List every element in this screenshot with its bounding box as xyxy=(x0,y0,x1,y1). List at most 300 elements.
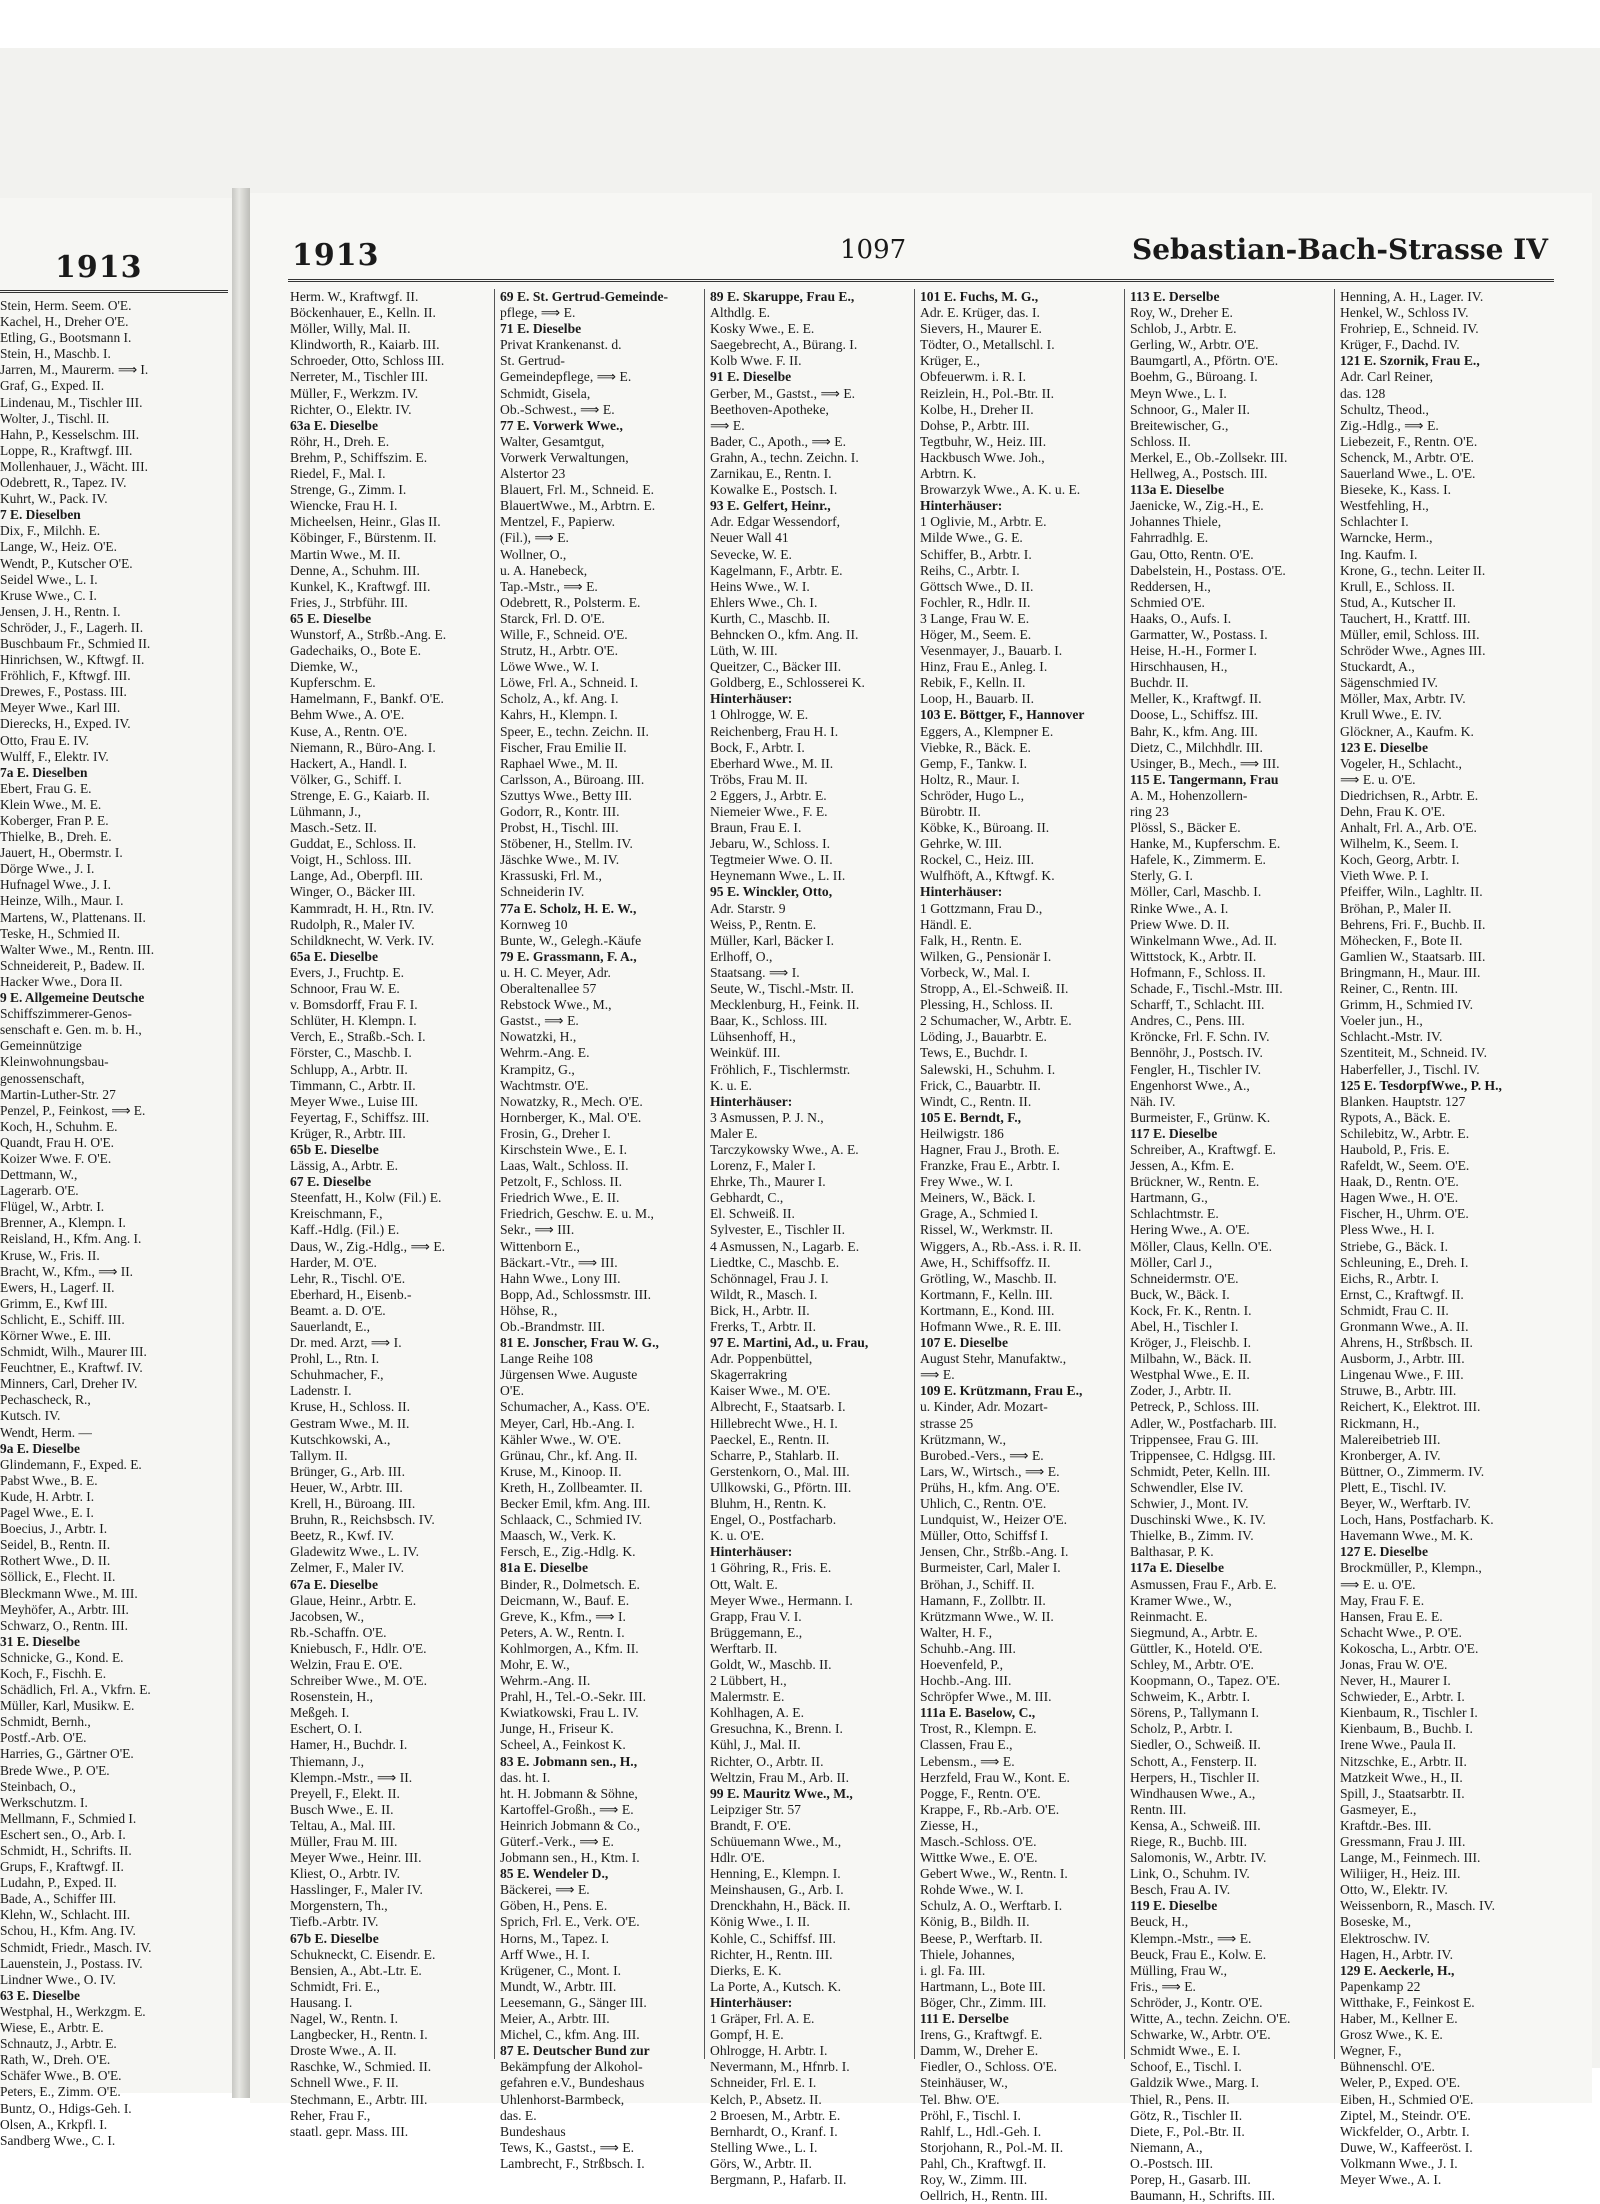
directory-entry: Rinke Wwe., A. I. xyxy=(1130,900,1229,916)
directory-entry: Nevermann, M., Hfnrb. I. xyxy=(710,2059,850,2075)
directory-entry: Etling, G., Bootsmann I. xyxy=(0,330,132,346)
directory-entry: Seute, W., Tischl.-Mstr. II. xyxy=(710,981,854,997)
directory-entry: Martin-Luther-Str. 27 xyxy=(0,1086,116,1102)
directory-entry: Meßgeh. I. xyxy=(290,1705,350,1721)
directory-entry: Bick, H., Arbtr. II. xyxy=(710,1302,810,1318)
directory-entry: Hartmann, L., Bote III. xyxy=(920,1978,1046,1994)
directory-entry: Gastst., ⟹ E. xyxy=(500,1013,579,1029)
directory-entry: Schlaack, C., Schmied IV. xyxy=(500,1512,643,1528)
directory-entry: Reddersen, H., xyxy=(1130,578,1211,594)
directory-entry: Hackbusch Wwe. Joh., xyxy=(920,449,1045,465)
directory-entry: Lehr, R., Tischl. O'E. xyxy=(290,1270,406,1286)
directory-entry: Hinterhäuser: xyxy=(710,1994,793,2010)
directory-column-3 xyxy=(710,289,908,2187)
directory-entry: La Porte, A., Kutsch. K. xyxy=(710,1978,842,1994)
directory-entry: Welzin, Frau E. O'E. xyxy=(290,1656,403,1672)
directory-entry: Wille, F., Schneid. O'E. xyxy=(500,626,628,642)
directory-entry: Schmidt, Peter, Kelln. III. xyxy=(1130,1463,1271,1479)
directory-entry: Schmidt Wwe., E. I. xyxy=(1130,2043,1241,2059)
directory-entry: Bruhn, R., Reichsbsch. IV. xyxy=(290,1512,435,1528)
directory-entry: Schmidt, Fri. E., xyxy=(290,1978,380,1994)
directory-entry: Möller, Willy, Mal. II. xyxy=(290,321,411,337)
directory-entry: Krone, G., techn. Leiter II. xyxy=(1340,562,1486,578)
directory-entry: Söllick, E., Flecht. II. xyxy=(0,1569,116,1585)
directory-entry: Klindworth, R., Kaiarb. III. xyxy=(290,337,440,353)
directory-entry: Milbahn, W., Bäck. II. xyxy=(1130,1351,1252,1367)
directory-entry: Koopmann, O., Tapez. O'E. xyxy=(1130,1673,1280,1689)
directory-entry: Zig.-Hdlg., ⟹ E. xyxy=(1340,417,1439,433)
directory-entry: Kuse, A., Rentn. O'E. xyxy=(290,723,408,739)
directory-entry: Roy, W., Zimm. III. xyxy=(920,2171,1028,2187)
directory-entry: Richter, O., Arbtr. II. xyxy=(710,1753,824,1769)
directory-entry: Hufnagel Wwe., J. I. xyxy=(0,877,111,893)
directory-entry: Schlachter I. xyxy=(1340,514,1409,530)
directory-entry: Schlicht, E., Schiff. III. xyxy=(0,1311,125,1327)
directory-entry: Hagen, H., Arbtr. IV. xyxy=(1340,1946,1454,1962)
directory-entry: Thielke, B., Dreh. E. xyxy=(0,829,112,845)
directory-entry: Queitzer, C., Bäcker III. xyxy=(710,659,842,675)
directory-entry: Heise, H.-H., Former I. xyxy=(1130,643,1257,659)
directory-entry: Diedrichsen, R., Arbtr. E. xyxy=(1340,787,1479,803)
directory-entry: 127 E. Dieselbe xyxy=(1340,1544,1428,1560)
directory-entry: Eschert, O. I. xyxy=(290,1721,363,1737)
directory-entry: Masch.-Schloss. O'E. xyxy=(920,1834,1037,1849)
directory-entry: Bürobtr. II. xyxy=(920,804,981,819)
directory-entry: Alstertor 23 xyxy=(500,466,566,482)
directory-entry: 77a E. Scholz, H. E. W., xyxy=(500,900,637,916)
directory-entry: Guddat, E., Schloss. II. xyxy=(290,836,417,852)
directory-entry: Henkel, W., Schloss IV. xyxy=(1340,305,1469,321)
directory-entry: Sylvester, E., Tischler II. xyxy=(710,1222,846,1238)
directory-entry: Müller, Karl, Musikw. E. xyxy=(0,1698,135,1714)
directory-entry: Tap.-Mstr., ⟹ E. xyxy=(500,578,598,594)
directory-entry: Pabst Wwe., B. E. xyxy=(0,1472,98,1488)
directory-entry: Vogeler, H., Schlacht., xyxy=(1340,755,1462,771)
directory-entry: Ullkowski, G., Pförtn. III. xyxy=(710,1479,852,1495)
directory-entry: Michel, C., kfm. Ang. III. xyxy=(500,2027,640,2043)
directory-entry: Doose, L., Schiffsz. III. xyxy=(1130,707,1259,723)
directory-entry: Meiners, W., Bäck. I. xyxy=(920,1190,1036,1206)
directory-entry: Wittstock, K., Arbtr. II. xyxy=(1130,948,1257,964)
directory-entry: Gressmann, Frau J. III. xyxy=(1340,1834,1466,1849)
directory-entry: Otto, Frau E. IV. xyxy=(0,732,90,748)
directory-entry: Bleckmann Wwe., M. III. xyxy=(0,1585,138,1601)
directory-entry: Beethoven-Apotheke, xyxy=(710,401,829,417)
directory-entry: Ausborm, J., Arbtr. III. xyxy=(1340,1351,1465,1367)
directory-entry: Trippensee, Frau G. III. xyxy=(1130,1431,1259,1447)
directory-entry: Kraftdr.-Bes. III. xyxy=(1340,1817,1432,1833)
directory-entry: Schnicke, G., Kond. E. xyxy=(0,1649,124,1665)
directory-entry: Bock, F., Arbtr. I. xyxy=(710,739,805,755)
directory-entry: Raphael Wwe., M. II. xyxy=(500,755,618,771)
directory-entry: Ehlers Wwe., Ch. I. xyxy=(710,594,818,610)
directory-entry: El. Schweiß. II. xyxy=(710,1206,795,1222)
directory-entry: Klempn.-Mstr., ⟹ II. xyxy=(290,1769,413,1785)
left-header-rule xyxy=(0,290,228,293)
directory-entry: Krull, E., Schloss. II. xyxy=(1340,578,1455,594)
directory-entry: Meyer Wwe., Heinr. III. xyxy=(290,1850,422,1866)
directory-entry: Bundeshaus xyxy=(500,2123,566,2139)
directory-entry: Schwarz, O., Rentn. III. xyxy=(0,1617,128,1633)
directory-entry: Klein Wwe., M. E. xyxy=(0,796,102,812)
directory-entry: Büttner, O., Zimmerm. IV. xyxy=(1340,1463,1485,1479)
directory-entry: Kreth, H., Zollbeamter. II. xyxy=(500,1479,643,1495)
directory-entry: Kagelmann, F., Arbtr. E. xyxy=(710,562,843,578)
directory-entry: Seidel, B., Rentn. II. xyxy=(0,1537,111,1553)
directory-entry: Bühnenschl. O'E. xyxy=(1340,2059,1435,2075)
directory-entry: Lauenstein, J., Postass. IV. xyxy=(0,1955,143,1971)
directory-entry: Frohriep, E., Schneid. IV. xyxy=(1340,321,1479,337)
directory-entry: Lühmann, J., xyxy=(290,804,361,819)
directory-entry: Volkmann Wwe., J. I. xyxy=(1340,2155,1458,2171)
directory-entry: Walter Wwe., M., Rentn. III. xyxy=(0,941,155,957)
directory-entry: 113a E. Dieselbe xyxy=(1130,482,1225,498)
directory-entry: Brehm, P., Schiffszim. E. xyxy=(290,449,428,465)
directory-entry: Stöbener, H., Stellm. IV. xyxy=(500,836,633,852)
directory-entry: Gestram Wwe., M. II. xyxy=(290,1415,410,1431)
directory-entry: Krampitz, G., xyxy=(500,1061,575,1077)
directory-entry: Never, H., Maurer I. xyxy=(1340,1673,1451,1689)
directory-entry: Hahn Wwe., Lony III. xyxy=(500,1270,621,1286)
directory-entry: 81 E. Jonscher, Frau W. G., xyxy=(500,1335,659,1351)
directory-entry: Leesemann, G., Sänger III. xyxy=(500,1994,647,2010)
directory-entry: Lange Reihe 108 xyxy=(500,1351,593,1367)
directory-entry: Prühs, H., kfm. Ang. O'E. xyxy=(920,1479,1060,1495)
directory-entry: Möhecken, F., Bote II. xyxy=(1340,932,1463,948)
directory-entry: Harries, G., Gärtner O'E. xyxy=(0,1746,134,1762)
directory-entry: Adr. Carl Reiner, xyxy=(1340,369,1434,385)
directory-entry: Schlacht.-Mstr. IV. xyxy=(1340,1029,1443,1045)
directory-entry: Schweim, K., Arbtr. I. xyxy=(1130,1689,1251,1705)
directory-entry: Petreck, P., Schloss. III. xyxy=(1130,1399,1260,1415)
directory-entry: Steinhäuser, W., xyxy=(920,2075,1008,2091)
directory-entry: Kuhrt, W., Pack. IV. xyxy=(0,491,108,507)
directory-entry: 97 E. Martini, Ad., u. Frau, xyxy=(710,1335,869,1351)
directory-entry: staatl. gepr. Mass. III. xyxy=(290,2123,409,2139)
directory-entry: Gerling, W., Arbtr. O'E. xyxy=(1130,337,1259,353)
directory-entry: gefahren e.V., Bundeshaus xyxy=(500,2075,645,2091)
directory-entry: Sievers, H., Maurer E. xyxy=(920,321,1042,337)
directory-entry: Kelch, P., Absetz. II. xyxy=(710,2091,822,2107)
directory-entry: Eschert sen., O., Arb. I. xyxy=(0,1826,126,1842)
directory-entry: Meyer Wwe., Luise III. xyxy=(290,1093,419,1109)
directory-entry: Plessing, H., Schloss. II. xyxy=(920,997,1053,1013)
directory-entry: Damm, W., Dreher E. xyxy=(920,2043,1039,2059)
directory-entry: Privat Krankenanst. d. xyxy=(500,337,622,353)
directory-entry: Ladenstr. I. xyxy=(290,1383,352,1399)
directory-entry: Penzel, P., Feinkost, ⟹ E. xyxy=(0,1102,146,1118)
directory-entry: Garmatter, W., Postass. I. xyxy=(1130,626,1268,642)
directory-entry: Balthasar, P. K. xyxy=(1130,1544,1214,1560)
directory-entry: Weissenborn, R., Masch. IV. xyxy=(1340,1898,1495,1914)
directory-entry: 71 E. Dieselbe xyxy=(500,321,582,337)
directory-entry: Ernst, C., Kraftwgf. II. xyxy=(1340,1286,1464,1302)
directory-entry: Martin Wwe., M. II. xyxy=(290,546,401,562)
directory-entry: Hafele, K., Zimmerm. E. xyxy=(1130,852,1266,868)
directory-entry: Grage, A., Schmied I. xyxy=(920,1206,1039,1222)
directory-entry: Schnoor, G., Maler II. xyxy=(1130,401,1250,417)
directory-entry: König, B., Bildh. II. xyxy=(920,1914,1030,1930)
directory-entry: Brüggemann, E., xyxy=(710,1624,803,1640)
directory-entry: Schwier, J., Mont. IV. xyxy=(1130,1496,1249,1512)
directory-entry: Werftarb. II. xyxy=(710,1640,778,1656)
directory-entry: Winkelmann Wwe., Ad. II. xyxy=(1130,932,1277,948)
directory-entry: Breitewischer, G., xyxy=(1130,417,1229,433)
directory-entry: Raschke, W., Schmied. II. xyxy=(290,2059,432,2075)
directory-entry: Krüger, F., Dachd. IV. xyxy=(1340,337,1460,353)
directory-entry: Reizlein, H., Pol.-Btr. II. xyxy=(920,385,1055,401)
directory-entry: das. ht. I. xyxy=(500,1769,551,1785)
directory-entry: Müller, Otto, Schiffsf I. xyxy=(920,1528,1049,1544)
directory-entry: Odebrett, R., Polsterm. E. xyxy=(500,594,641,610)
directory-entry: Böckenhauer, E., Kelln. II. xyxy=(290,305,436,321)
directory-entry: Maler E. xyxy=(710,1125,758,1141)
directory-entry: Schröder, J., F., Lagerh. II. xyxy=(0,619,144,635)
directory-entry: 117 E. Dieselbe xyxy=(1130,1125,1218,1141)
directory-entry: Eiben, H., Schmied O'E. xyxy=(1340,2091,1474,2107)
directory-entry: Schleuning, E., Dreh. I. xyxy=(1340,1254,1469,1270)
directory-entry: Classen, Frau E., xyxy=(920,1737,1013,1753)
directory-entry: Tews, K., Gastst., ⟹ E. xyxy=(500,2139,635,2155)
directory-entry: 95 E. Winckler, Otto, xyxy=(710,884,833,900)
directory-entry: Reiner, C., Rentn. III. xyxy=(1340,981,1458,997)
directory-entry: Hofmann, F., Schloss. II. xyxy=(1130,964,1266,980)
directory-entry: Pogge, F., Rentn. O'E. xyxy=(920,1785,1041,1801)
directory-entry: Obfeuerwm. i. R. I. xyxy=(920,369,1027,385)
directory-entry: Gau, Otto, Rentn. O'E. xyxy=(1130,546,1254,562)
directory-entry: Jaenicke, W., Zig.-H., E. xyxy=(1130,498,1264,514)
directory-entry: Storjohann, R., Pol.-M. II. xyxy=(920,2139,1064,2155)
directory-entry: Gamlien W., Staatsarb. III. xyxy=(1340,948,1486,964)
directory-entry: 1 Göhring, R., Fris. E. xyxy=(710,1560,832,1576)
directory-entry: Müller, F., Werkzm. IV. xyxy=(290,385,419,401)
directory-entry: Denne, A., Schuhm. III. xyxy=(290,562,420,578)
directory-entry: Ing. Kaufm. I. xyxy=(1340,546,1418,562)
directory-entry: Stud, A., Kutscher II. xyxy=(1340,594,1456,610)
directory-entry: Reihs, C., Arbtr. I. xyxy=(920,562,1020,578)
directory-entry: Bader, C., Apoth., ⟹ E. xyxy=(710,433,846,449)
directory-entry: Tödter, O., Metallschl. I. xyxy=(920,337,1055,353)
directory-entry: Sprich, Frl. E., Verk. O'E. xyxy=(500,1914,640,1930)
directory-entry: Matzkeit Wwe., H., II. xyxy=(1340,1769,1463,1785)
directory-entry: Anhalt, Frl. A., Arb. O'E. xyxy=(1340,820,1477,836)
directory-entry: Stuckardt, A., xyxy=(1340,659,1415,675)
directory-entry: ht. H. Jobmann & Söhne, xyxy=(500,1785,638,1801)
directory-entry: Holtz, R., Maur. I. xyxy=(920,771,1020,787)
directory-entry: Ludahn, P., Exped. II. xyxy=(0,1875,117,1891)
directory-entry: Löwe Wwe., W. I. xyxy=(500,659,600,675)
directory-entry: Buck, W., Bäck. I. xyxy=(1130,1286,1230,1302)
directory-entry: Thiele, Johannes, xyxy=(920,1946,1015,1962)
directory-entry: Tel. Bhw. O'E. xyxy=(920,2091,1000,2107)
directory-entry: Schloss. II. xyxy=(1130,433,1191,449)
directory-entry: Wilken, G., Pensionär I. xyxy=(920,948,1052,964)
directory-entry: Fengler, H., Tischler IV. xyxy=(1130,1061,1261,1077)
directory-entry: Junge, H., Friseur K. xyxy=(500,1721,614,1737)
directory-entry: Langbecker, H., Rentn. I. xyxy=(290,2027,428,2043)
directory-entry: Zelmer, F., Maler IV. xyxy=(290,1560,405,1576)
directory-entry: Schilebitz, W., Arbtr. E. xyxy=(1340,1125,1470,1141)
directory-entry: Hinterhäuser: xyxy=(920,498,1003,514)
directory-entry: Köbinger, F., Bürstenm. II. xyxy=(290,530,437,546)
directory-entry: Grahn, A., techn. Zeichn. I. xyxy=(710,449,859,465)
directory-entry: Glindemann, F., Exped. E. xyxy=(0,1456,142,1472)
directory-entry: Asmussen, Frau F., Arb. E. xyxy=(1130,1576,1277,1592)
directory-entry: Niemann, R., Büro-Ang. I. xyxy=(290,739,436,755)
directory-entry: Stropp, A., El.-Schweiß. II. xyxy=(920,981,1069,997)
directory-entry: Olsen, A., Krkpfl. I. xyxy=(0,2116,108,2132)
directory-entry: Meyer Wwe., A. I. xyxy=(1340,2171,1442,2187)
directory-entry: Rothert Wwe., D. II. xyxy=(0,1553,111,1569)
directory-entry: Möller, Max, Arbtr. IV. xyxy=(1340,691,1466,707)
directory-entry: Trippensee, C. Hdlgsg. III. xyxy=(1130,1447,1276,1463)
directory-entry: Schwendler, Else IV. xyxy=(1130,1479,1244,1495)
directory-entry: Malereibetrieb III. xyxy=(1340,1431,1441,1447)
directory-entry: Kolbe, H., Dreher II. xyxy=(920,401,1034,417)
directory-entry: Wiliiger, H., Heiz. III. xyxy=(1340,1866,1461,1882)
directory-entry: Kock, Fr. K., Rentn. I. xyxy=(1130,1302,1252,1318)
directory-entry: Wittke Wwe., E. O'E. xyxy=(920,1850,1038,1866)
directory-entry: Krassuski, Frl. M., xyxy=(500,868,602,884)
directory-entry: Meyer Wwe., Karl III. xyxy=(0,700,121,716)
directory-entry: Vorbeck, W., Mal. I. xyxy=(920,964,1030,980)
directory-entry: Behncken O., kfm. Ang. II. xyxy=(710,626,859,642)
directory-entry: Kronberger, A. IV. xyxy=(1340,1447,1441,1463)
directory-entry: ring 23 xyxy=(1130,804,1169,819)
column-divider xyxy=(704,289,705,2059)
directory-entry: Kleinwohnungsbau- xyxy=(0,1054,109,1070)
directory-entry: Oellrich, H., Rentn. III. xyxy=(920,2188,1048,2204)
directory-entry: Heynemann Wwe., L. II. xyxy=(710,868,846,884)
directory-entry: Vorwerk Verwaltungen, xyxy=(500,449,629,465)
directory-entry: Siedler, O., Schweiß. II. xyxy=(1130,1737,1261,1753)
directory-entry: Hinterhäuser: xyxy=(710,691,793,707)
directory-entry: Boehm, G., Büroang. I. xyxy=(1130,369,1258,385)
directory-entry: Krappe, F., Rb.-Arb. O'E. xyxy=(920,1801,1060,1817)
directory-entry: Stein, H., Maschb. I. xyxy=(0,346,111,362)
directory-entry: Kachel, H., Dreher O'E. xyxy=(0,314,129,330)
directory-entry: Witte, A., techn. Zeichn. O'E. xyxy=(1130,2011,1291,2027)
directory-entry: Henning, E., Klempn. I. xyxy=(710,1866,841,1882)
directory-entry: Dr. med. Arzt, ⟹ I. xyxy=(290,1335,402,1351)
directory-entry: Wendt, Herm. — xyxy=(0,1424,92,1440)
directory-entry: Bergmann, P., Hafarb. II. xyxy=(710,2171,847,2187)
directory-entry: Morgenstern, Th., xyxy=(290,1898,388,1914)
directory-entry: Löwe, Frl. A., Schneid. I. xyxy=(500,675,639,691)
directory-entry: Plett, E., Tischl. IV. xyxy=(1340,1479,1447,1495)
directory-entry: Deicmann, W., Bauf. E. xyxy=(500,1592,630,1608)
directory-entry: Werkschutzm. I. xyxy=(0,1794,88,1810)
directory-entry: Weltzin, Frau M., Arb. II. xyxy=(710,1769,849,1785)
directory-entry: Teltau, A., Mal. III. xyxy=(290,1817,396,1833)
directory-entry: Hofmann Wwe., R. E. III. xyxy=(920,1319,1062,1334)
directory-entry: Friedrich, Geschw. E. u. M., xyxy=(500,1206,654,1222)
directory-entry: Beuck, H., xyxy=(1130,1914,1189,1930)
directory-entry: Fries, J., Strbführ. III. xyxy=(290,594,408,610)
directory-entry: Gerstenkorn, O., Mal. III. xyxy=(710,1463,850,1479)
directory-entry: Scholz, A., kf. Ang. I. xyxy=(500,691,619,707)
directory-entry: Duschinski Wwe., K. IV. xyxy=(1130,1512,1266,1528)
directory-entry: Schmidt, Wilh., Maurer III. xyxy=(0,1344,147,1360)
directory-entry: Bieseke, K., Kass. I. xyxy=(1340,482,1451,498)
directory-entry: Schlob, J., Arbtr. E. xyxy=(1130,321,1237,337)
directory-entry: 91 E. Dieselbe xyxy=(710,369,792,385)
directory-entry: Meyhöfer, A., Arbtr. III. xyxy=(0,1601,129,1617)
directory-entry: 4 Asmussen, N., Lagarb. E. xyxy=(710,1238,860,1254)
directory-entry: Haaks, O., Aufs. I. xyxy=(1130,610,1232,626)
directory-entry: Bunte, W., Gelegh.-Käufe xyxy=(500,932,642,948)
directory-entry: Starck, Frl. D. O'E. xyxy=(500,610,605,626)
directory-entry: 93 E. Gelfert, Heinr., xyxy=(710,498,831,514)
directory-entry: Röhr, H., Dreh. E. xyxy=(290,433,390,449)
directory-entry: Hackert, A., Handl. I. xyxy=(290,755,408,771)
directory-entry: Müller, Karl, Bäcker I. xyxy=(710,932,835,948)
directory-entry: Blanken. Hauptstr. 127 xyxy=(1340,1093,1466,1109)
directory-entry: Heinrich Jobmann & Co., xyxy=(500,1817,641,1833)
directory-entry: Hinterhäuser: xyxy=(710,1093,793,1109)
directory-entry: Kurth, C., Maschb. II. xyxy=(710,610,831,626)
street-heading: Sebastian-Bach-Strasse IV xyxy=(1131,233,1548,266)
directory-entry: Henning, A. H., Lager. IV. xyxy=(1340,289,1484,304)
directory-entry: Dabelstein, H., Postass. O'E. xyxy=(1130,562,1286,578)
directory-entry: Duwe, W., Kaffeeröst. I. xyxy=(1340,2139,1473,2155)
directory-entry: Jacobsen, W., xyxy=(290,1608,365,1624)
directory-entry: Voeler jun., H., xyxy=(1340,1013,1423,1029)
directory-entry: (Fil.), ⟹ E. xyxy=(500,530,569,546)
directory-entry: 77 E. Vorwerk Wwe., xyxy=(500,417,623,433)
directory-entry: Fröhlich, F., Kftwgf. III. xyxy=(0,668,131,684)
directory-entry: Göttsch Wwe., D. II. xyxy=(920,578,1034,594)
directory-entry: Dohse, P., Arbtr. III. xyxy=(920,417,1030,433)
directory-entry: Schädlich, Frl. A., Vkfrn. E. xyxy=(0,1682,151,1698)
directory-entry: Staatsang. ⟹ I. xyxy=(710,964,800,980)
directory-entry: Jäschke Wwe., M. IV. xyxy=(500,852,620,868)
directory-entry: Schmidt, Frau C. II. xyxy=(1340,1302,1449,1318)
directory-entry: Heins Wwe., W. I. xyxy=(710,578,810,594)
directory-entry: Rebstock Wwe., M., xyxy=(500,997,612,1013)
directory-entry: O'E. xyxy=(500,1383,524,1399)
directory-entry: Beetz, R., Kwf. IV. xyxy=(290,1528,394,1544)
directory-entry: 1 Gräper, Frl. A. E. xyxy=(710,2011,815,2027)
directory-entry: Frosin, G., Dreher I. xyxy=(500,1125,611,1141)
directory-entry: Wiencke, Frau H. I. xyxy=(290,498,398,514)
directory-entry: Struwe, B., Arbtr. III. xyxy=(1340,1383,1457,1399)
directory-entry: Besch, Frau A. IV. xyxy=(1130,1882,1231,1898)
directory-entry: Weinküf. III. xyxy=(710,1045,781,1061)
directory-entry: Boecius, J., Arbtr. I. xyxy=(0,1521,108,1537)
directory-entry: Rb.-Schaffn. O'E. xyxy=(290,1624,387,1640)
directory-entry: Wolter, J., Tischl. II. xyxy=(0,410,110,426)
directory-entry: Reisland, H., Kfm. Ang. I. xyxy=(0,1231,142,1247)
directory-entry: Burmeister, Carl, Maler I. xyxy=(920,1560,1061,1576)
directory-entry: Peters, E., Zimm. O'E. xyxy=(0,2084,121,2100)
directory-entry: Krell, H., Büroang. III. xyxy=(290,1496,416,1512)
directory-entry: Hillebrecht Wwe., H. I. xyxy=(710,1415,838,1431)
directory-entry: i. gl. Fa. III. xyxy=(920,1962,986,1978)
directory-entry: Gemeinnützige xyxy=(0,1038,82,1054)
directory-entry: u. Kinder, Adr. Mozart- xyxy=(920,1399,1048,1415)
directory-entry: Dix, F., Milchh. E. xyxy=(0,523,101,539)
directory-entry: 89 E. Skaruppe, Frau E., xyxy=(710,289,855,304)
directory-entry: Gebhardt, C., xyxy=(710,1190,784,1206)
directory-entry: 9 E. Allgemeine Deutsche xyxy=(0,990,145,1006)
directory-entry: 103 E. Böttger, F., Hannover xyxy=(920,707,1085,723)
directory-entry: Heinze, Wilh., Maur. I. xyxy=(0,893,124,909)
directory-entry: Schreiber Wwe., M. O'E. xyxy=(290,1673,427,1689)
directory-entry: Loch, Hans, Postfacharb. K. xyxy=(1340,1512,1494,1528)
directory-entry: Kliest, O., Arbtr. IV. xyxy=(290,1866,401,1882)
directory-entry: Reichenberg, Frau H. I. xyxy=(710,723,839,739)
